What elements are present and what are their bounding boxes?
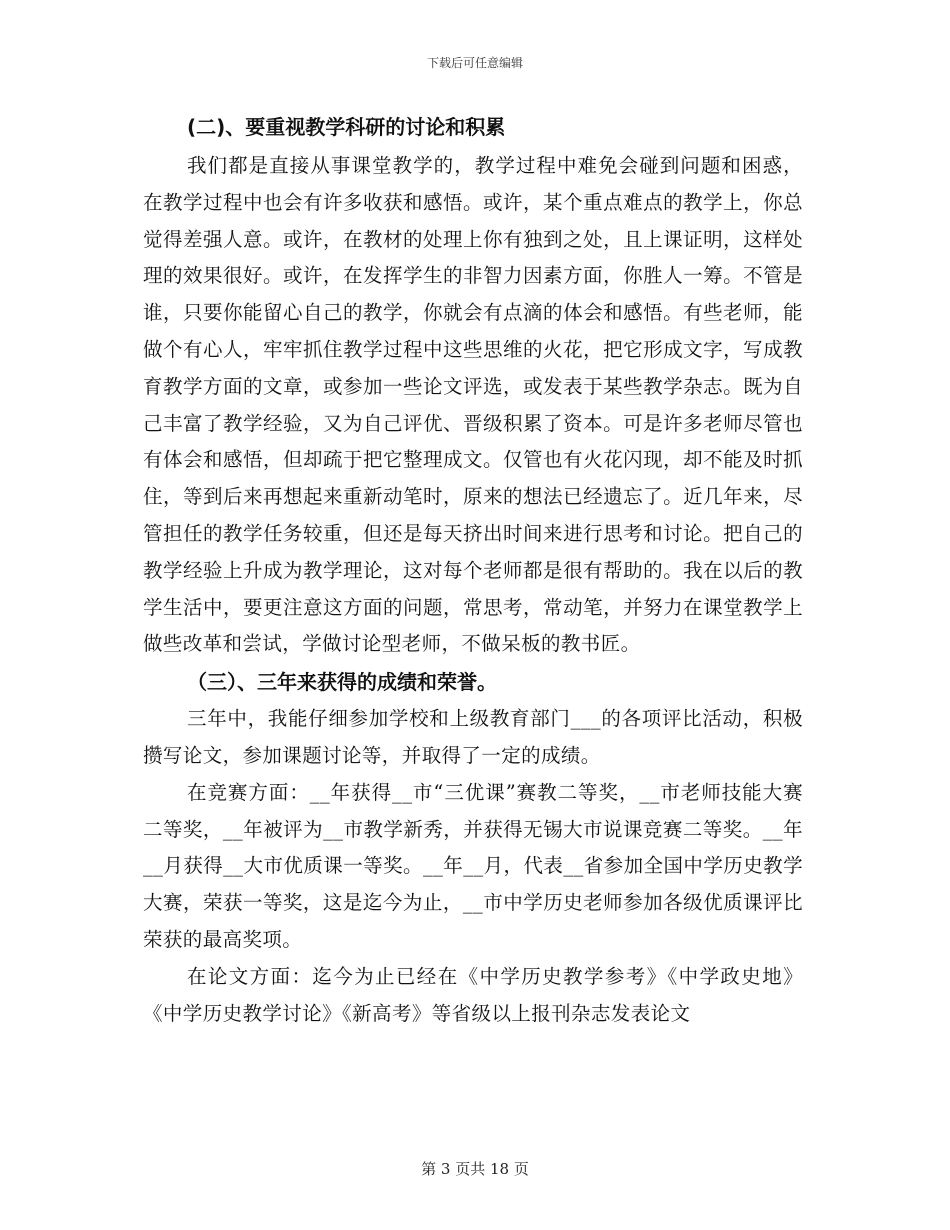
paragraph: 三年中，我能仔细参加学校和上级教育部门___的各项评比活动，积极攒写论文，参加课题讨论等，并取得了一定的成绩。 [143, 707, 803, 767]
page-footer: 第 3 页共 18 页 [421, 1160, 529, 1178]
paragraph: 我们都是直接从事课堂教学的，教学过程中难免会碰到问题和困惑，在教学过程中也会有许多收获和感悟。或许，某个重点难点的教学上，你总觉得差强人意。或许，在教材的处理上你有独到之处，且上课证明，这样处理的效果很好。或许，在发挥学生的非智力因素方面，你胜人一筹。不管是谁，只要你能留心自己的教学，你就会有点滴的体会和感悟。有些老师，能做个有心人，牢牢抓住教学过程中这些思维的火花，把它形成文字，写成教育教学方面的文章，或参加一些论文评选，或发表于某些教学杂志。既为自己丰富了教学经验，又为自己评优、晋级积累了资本。可是许多老师尽管也有体会和感悟，但却疏于把它整理成文。仅管也有火花闪现，却不能及时抓住，等到后来再想起来重新动笔时，原来的想法已经遗忘了。近几年来，尽管担任的教学任务较重，但还是每天挤出时间来进行思考和讨论。把自己的教学经验上升成为教学理论，这对每个老师都是很有帮助的。我在以后的教学生活中，要更注意这方面的问题，常思考，常动笔，并努力在课堂教学上做些改革和尝试，学做讨论型老师，不做呆板的教书匠。 [143, 154, 803, 656]
section-heading-3: （三）、三年来获得的成绩和荣誉。 [187, 670, 497, 695]
paragraph: 在论文方面：迄今为止已经在《中学历史教学参考》《中学政史地》《中学历史教学讨论》《新高考》等省级以上报刊杂志发表论文 [143, 964, 803, 1025]
paragraph: 在竞赛方面：__年获得__市“三优课”赛教二等奖，__市老师技能大赛二等奖，__年被评为__市教学新秀，并获得无锡大市说课竞赛二等奖。__年__月获得__大市优质课一等奖。__年__月，代表__省参加全国中学历史教学大赛，荣获一等奖，这是迄今为止，__市中学历史老师参加各级优质课评比荣获的最高奖项。 [143, 780, 803, 951]
document-body [143, 108, 803, 1032]
section-heading-2: (二)、要重视教学科研的讨论和积累 [187, 115, 506, 139]
page-header: 下载后可任意编辑 [426, 56, 523, 70]
